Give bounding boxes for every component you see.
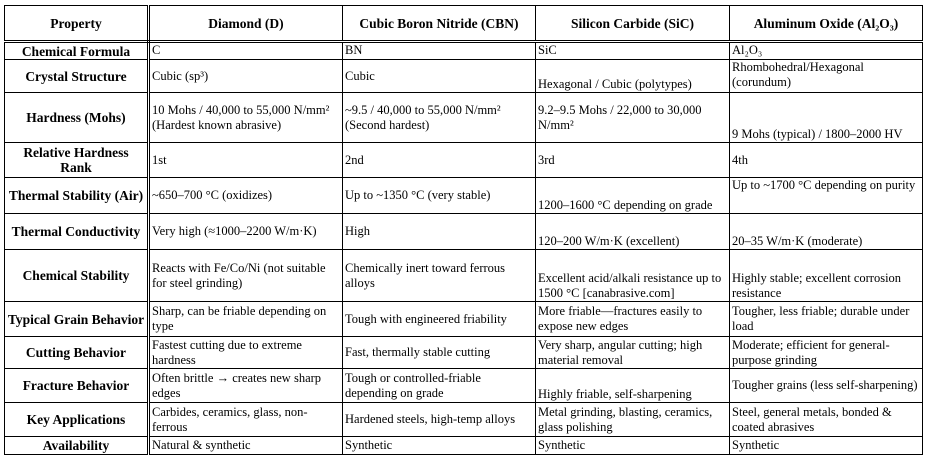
property-label: Thermal Conductivity bbox=[5, 214, 149, 250]
cell-diamond: Fastest cutting due to extreme hardness bbox=[149, 337, 343, 369]
comparison-table bbox=[4, 5, 923, 455]
cell-alumina: Synthetic bbox=[730, 437, 923, 455]
cell-cbn: BN bbox=[343, 42, 536, 60]
cell-alumina: Rhombohedral/Hexagonal (corundum) bbox=[730, 60, 923, 93]
cell-cbn: ~9.5 / 40,000 to 55,000 N/mm² (Second hardest) bbox=[343, 93, 536, 143]
row-key-applications bbox=[5, 403, 923, 437]
cell-alumina: 20–35 W/m·K (moderate) bbox=[730, 214, 923, 250]
cell-sic: Synthetic bbox=[536, 437, 730, 455]
cell-sic: 3rd bbox=[536, 143, 730, 178]
property-label: Crystal Structure bbox=[5, 60, 149, 93]
row-cutting-behavior bbox=[5, 337, 923, 369]
property-label: Thermal Stability (Air) bbox=[5, 178, 149, 214]
header-alumina: Aluminum Oxide (Al₂O₃) bbox=[730, 6, 923, 42]
row-grain-behavior bbox=[5, 302, 923, 337]
header-sic: Silicon Carbide (SiC) bbox=[536, 6, 730, 42]
cell-diamond: 1st bbox=[149, 143, 343, 178]
cell-sic: Metal grinding, blasting, ceramics, glass polishing bbox=[536, 403, 730, 437]
cell-sic: 9.2–9.5 Mohs / 22,000 to 30,000 N/mm² bbox=[536, 93, 730, 143]
cell-cbn: Tough with engineered friability bbox=[343, 302, 536, 337]
cell-alumina: Up to ~1700 °C depending on purity bbox=[730, 178, 923, 214]
row-fracture-behavior bbox=[5, 369, 923, 403]
property-label: Chemical Stability bbox=[5, 250, 149, 302]
cell-diamond: 10 Mohs / 40,000 to 55,000 N/mm² (Hardest known abrasive) bbox=[149, 93, 343, 143]
cell-diamond: Reacts with Fe/Co/Ni (not suitable for steel grinding) bbox=[149, 250, 343, 302]
cell-diamond: C bbox=[149, 42, 343, 60]
cell-cbn: Up to ~1350 °C (very stable) bbox=[343, 178, 536, 214]
property-label: Key Applications bbox=[5, 403, 149, 437]
cell-alumina: Tougher, less friable; durable under load bbox=[730, 302, 923, 337]
row-chemical-stability bbox=[5, 250, 923, 302]
cell-cbn: High bbox=[343, 214, 536, 250]
cell-cbn: Fast, thermally stable cutting bbox=[343, 337, 536, 369]
cell-sic: Very sharp, angular cutting; high material removal bbox=[536, 337, 730, 369]
cell-sic: Hexagonal / Cubic (polytypes) bbox=[536, 60, 730, 93]
property-label: Relative Hardness Rank bbox=[5, 143, 149, 178]
cell-sic: Highly friable, self-sharpening bbox=[536, 369, 730, 403]
row-chemical-formula bbox=[5, 42, 923, 60]
row-relative-hardness bbox=[5, 143, 923, 178]
property-label: Typical Grain Behavior bbox=[5, 302, 149, 337]
cell-sic: 1200–1600 °C depending on grade bbox=[536, 178, 730, 214]
cell-sic: Excellent acid/alkali resistance up to 1500 °C [canabrasive.com] bbox=[536, 250, 730, 302]
cell-diamond: Sharp, can be friable depending on type bbox=[149, 302, 343, 337]
cell-diamond: Natural & synthetic bbox=[149, 437, 343, 455]
cell-sic: More friable—fractures easily to expose new edges bbox=[536, 302, 730, 337]
cell-cbn: 2nd bbox=[343, 143, 536, 178]
cell-cbn: Hardened steels, high-temp alloys bbox=[343, 403, 536, 437]
cell-diamond: Carbides, ceramics, glass, non-ferrous bbox=[149, 403, 343, 437]
cell-alumina: Tougher grains (less self-sharpening) bbox=[730, 369, 923, 403]
cell-alumina: Al₂O₃ bbox=[730, 42, 923, 60]
cell-sic: 120–200 W/m·K (excellent) bbox=[536, 214, 730, 250]
cell-cbn: Synthetic bbox=[343, 437, 536, 455]
row-crystal-structure bbox=[5, 60, 923, 93]
cell-alumina: Steel, general metals, bonded & coated abrasives bbox=[730, 403, 923, 437]
cell-cbn: Tough or controlled-friable depending on grade bbox=[343, 369, 536, 403]
property-label: Hardness (Mohs) bbox=[5, 93, 149, 143]
cell-alumina: Moderate; efficient for general-purpose grinding bbox=[730, 337, 923, 369]
header-diamond: Diamond (D) bbox=[149, 6, 343, 42]
property-label: Cutting Behavior bbox=[5, 337, 149, 369]
header-property: Property bbox=[5, 6, 149, 42]
row-thermal-stability bbox=[5, 178, 923, 214]
cell-alumina: 4th bbox=[730, 143, 923, 178]
row-thermal-conductivity bbox=[5, 214, 923, 250]
header-cbn: Cubic Boron Nitride (CBN) bbox=[343, 6, 536, 42]
cell-cbn: Cubic bbox=[343, 60, 536, 93]
cell-alumina: 9 Mohs (typical) / 1800–2000 HV bbox=[730, 93, 923, 143]
property-label: Availability bbox=[5, 437, 149, 455]
cell-sic: SiC bbox=[536, 42, 730, 60]
header-row bbox=[5, 6, 923, 42]
row-availability bbox=[5, 437, 923, 455]
property-label: Fracture Behavior bbox=[5, 369, 149, 403]
property-label: Chemical Formula bbox=[5, 42, 149, 60]
cell-alumina: Highly stable; excellent corrosion resistance bbox=[730, 250, 923, 302]
cell-diamond: ~650–700 °C (oxidizes) bbox=[149, 178, 343, 214]
cell-cbn: Chemically inert toward ferrous alloys bbox=[343, 250, 536, 302]
cell-diamond: Cubic (sp³) bbox=[149, 60, 343, 93]
row-hardness bbox=[5, 93, 923, 143]
cell-diamond: Often brittle → creates new sharp edges bbox=[149, 369, 343, 403]
cell-diamond: Very high (≈1000–2200 W/m·K) bbox=[149, 214, 343, 250]
